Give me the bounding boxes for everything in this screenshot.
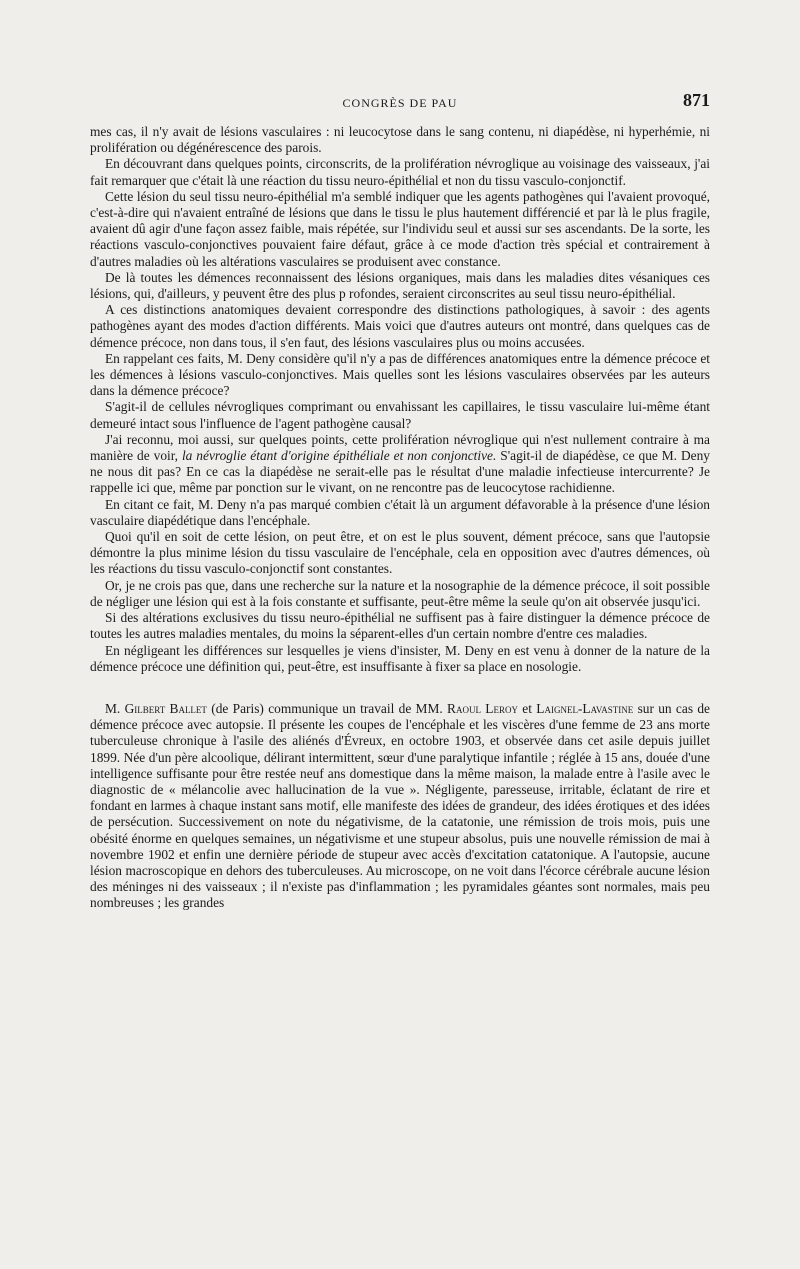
paragraph-with-italic (90, 432, 710, 497)
text-run: (de Paris) communique un travail de MM. (211, 700, 443, 716)
paragraph: mes cas, il n'y avait de lésions vasculaires : ni leucocytose dans le sang contenu, ni diapédèse, ni hyperhémie, ni prolifération ou dégénérescence des parois. (90, 124, 710, 156)
paragraph: Quoi qu'il en soit de cette lésion, on peut être, et on est le plus souvent, dément précoce, sans que l'autopsie démontre la plus minime lésion du tissu vasculaire de l'encéphale, cela en opposition avec d'autres démences, où les réactions du tissu vasculo-conjonctif sont constantes. (90, 529, 710, 577)
paragraph: A ces distinctions anatomiques devaient correspondre des distinctions pathologiques, à savoir : des agents pathogènes ayant des modes d'action différents. Mais voici que d'autres auteurs ont montré, dans quelques cas de démence précoce, non dans tous, il s'en faut, des lésions vasculaires plus ou moins accusées. (90, 302, 710, 350)
paragraph: Si des altérations exclusives du tissu neuro-épithélial ne suffisent pas à faire distinguer la démence précoce de toutes les autres maladies mentales, du moins la séparent-elles d'un certain nombre d'entre ces maladies. (90, 610, 710, 642)
italic-phrase: la névroglie étant d'origine épithéliale et non conjonctive. (181, 448, 497, 464)
text-run: sur un cas de démence précoce avec autopsie. Il présente les coupes de l'encéphale et les viscères d'une femme de 23 ans morte tuberculeuse chronique à l'asile des aliénés d'Évreux, en octobre 1903, et observée dans cet asile depuis juillet 1899. Née d'un père alcoolique, délirant intermittent, sœur d'une paralytique infantile ; réglée à 15 ans, douée d'une intelligence suffisante pour être restée neuf ans domestique dans la même maison, la malade entre à l'asile avec le diagnostic de « mélancolie avec hallucination de la vue ». Négligente, paresseuse, irritable, éclatant de rire et fondant en larmes à chaque instant sans motif, elle manifeste des idées de grandeur, des idées érotiques et des idées de persécution. Successivement on note du négativisme, de la catatonie, une rémission de trois mois, puis une obésité énorme en quelques semaines, un négativisme et une stupeur absolus, puis une nouvelle rémission de mai à novembre 1902 et enfin une dernière période de stupeur avec accès d'excitation catatonique. A l'autopsie, aucune lésion macroscopique en dehors des tuberculeuses. Au microscope, on ne voit dans l'écorce cérébrale aucune lésion des méninges ni des vaisseaux ; il n'existe pas d'inflammation ; les pyramidales géantes sont normales, mais peu nombreuses ; les grandes (90, 700, 710, 911)
paragraph: Cette lésion du seul tissu neuro-épithélial m'a semblé indiquer que les agents pathogènes qui l'avaient provoqué, c'est-à-dire qui n'avaient entraîné de lésions que dans le tissu le plus hautement différencié et par là le plus fragile, avaient dû agir d'une façon assez faible, mais répétée, sur l'individu seul et aussi sur ses ascendants. De la sorte, les réactions vasculo-conjonctives pouvaient faire défaut, grâce à ce mode d'action très spécial et contrairement à d'autres maladies où les altérations vasculaires se produisent avec constance. (90, 188, 710, 269)
text-run: M. (105, 700, 121, 716)
text-run: J'ai reconnu, moi aussi, sur quelques points, cette prolifération névroglique qui n'est nullement contraire à ma manière de voir, (90, 431, 710, 464)
author-name: Laignel-Lavastine (536, 700, 634, 716)
section-gap (90, 675, 710, 701)
text-run: S'agit-il de diapédèse, ce que M. Deny ne nous dit pas? En ce cas la diapédèse ne serait-elle pas le résultat d'une maladie infectieuse intercurrente? Je rappelle ici que, même par ponction sur le vivant, on ne rencontre pas de leucocytose rachidienne. (90, 448, 710, 496)
paragraph: En rappelant ces faits, M. Deny considère qu'il n'y a pas de différences anatomiques entre la démence précoce et les démences à lésions vasculo-conjonctives. Mais quelles sont les lésions vasculaires observées par les auteurs dans la démence précoce? (90, 350, 710, 399)
paragraph: En citant ce fait, M. Deny n'a pas marqué combien c'était là un argument défavorable à la présence d'une lésion vasculaire diapédétique dans l'encéphale. (90, 496, 710, 528)
page-header (90, 90, 710, 114)
communication-paragraph (90, 701, 710, 912)
paragraph: Or, je ne crois pas que, dans une recherche sur la nature et la nosographie de la démence précoce, il soit possible de négliger une lésion qui est à la fois constante et suffisante, peut-être même la seule qu'on ait observée jusqu'ici. (90, 577, 710, 609)
author-name: Gilbert Ballet (124, 700, 207, 716)
paragraph: En négligeant les différences sur lesquelles je viens d'insister, M. Deny en est venu à donner de la nature de la démence précoce une définition qui, peut-être, est insuffisante à fixer sa place en nosologie. (90, 642, 710, 674)
paragraph: De là toutes les démences reconnaissent des lésions organiques, mais dans les maladies dites vésaniques ces lésions, qui, d'ailleurs, y peuvent être des plus p rofondes, seraient circonscrites au seul tissu neuro-épithélial. (90, 269, 710, 302)
page-number: 871 (683, 90, 710, 110)
paragraph: S'agit-il de cellules névrogliques comprimant ou envahissant les capillaires, le tissu vasculaire lui-même étant demeuré intact sous l'influence de l'agent pathogène causal? (90, 399, 710, 431)
paragraph: En découvrant dans quelques points, circonscrits, de la prolifération névroglique au voisinage des vaisseaux, j'ai fait remarquer que c'était là une réaction du tissu neuro-épithélial et non du tissu vasculo-conjonctif. (90, 156, 710, 188)
text-run: et (522, 700, 532, 716)
author-name: Raoul Leroy (447, 700, 518, 716)
running-title: CONGRÈS DE PAU (342, 96, 458, 110)
body-text (90, 124, 710, 912)
